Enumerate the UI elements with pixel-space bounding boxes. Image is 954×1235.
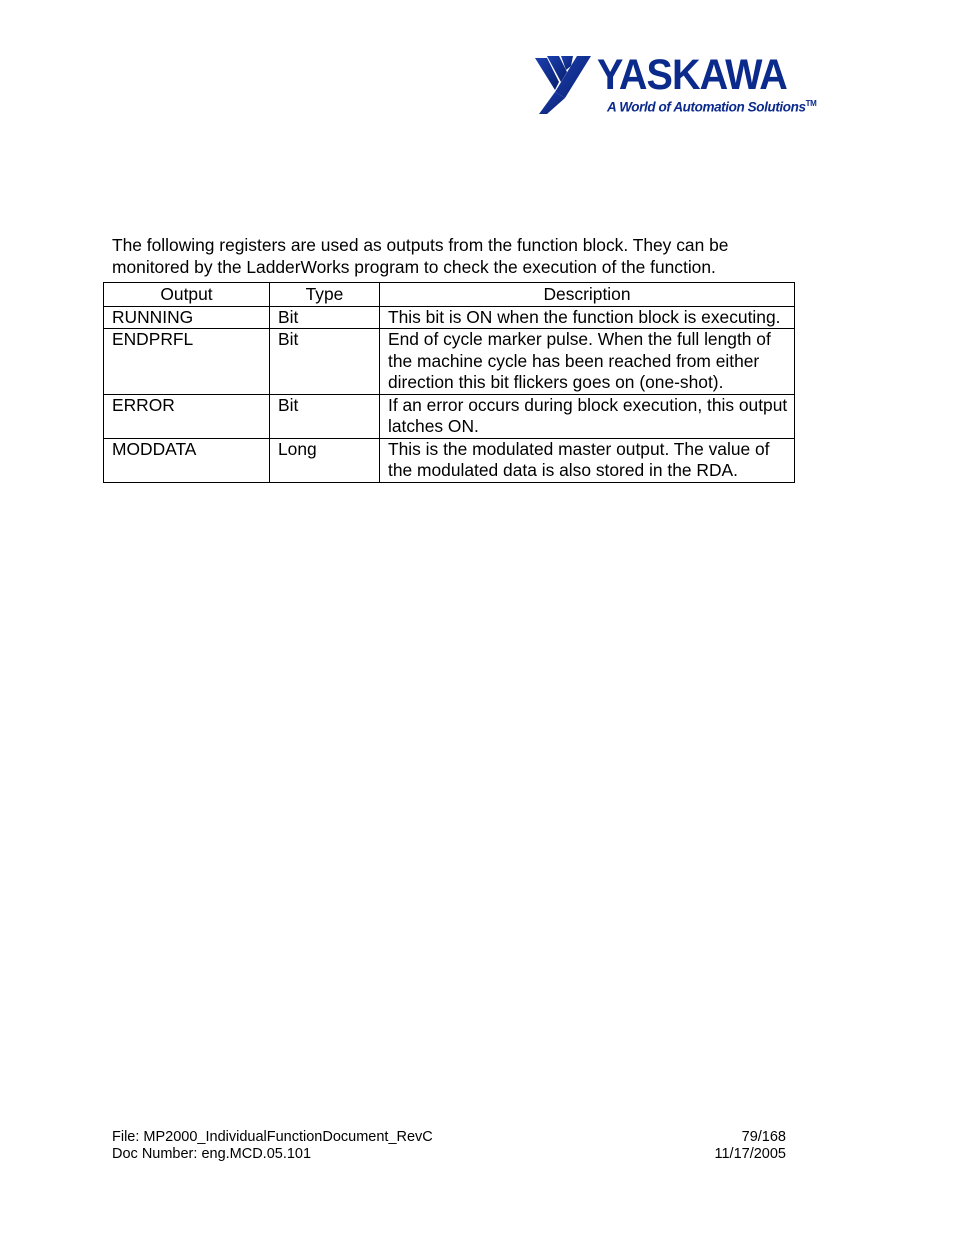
footer-file: File: MP2000_IndividualFunctionDocument_RevC xyxy=(112,1129,433,1145)
intro-paragraph: The following registers are used as outputs from the function block. They can be monitored by the LadderWorks program to check the execution of the function. xyxy=(112,235,729,277)
cell-output: ERROR xyxy=(104,394,270,438)
footer-doc-number: Doc Number: eng.MCD.05.101 xyxy=(112,1146,312,1162)
cell-description: This bit is ON when the function block is executing. xyxy=(380,306,795,329)
table-row xyxy=(104,394,795,438)
yaskawa-emblem-icon xyxy=(533,54,597,116)
cell-type: Bit xyxy=(270,306,380,329)
footer-page-number: 79/168 xyxy=(741,1129,786,1145)
outputs-table xyxy=(103,282,795,483)
page-footer xyxy=(112,1129,786,1163)
footer-date: 11/17/2005 xyxy=(714,1146,786,1162)
table-row xyxy=(104,438,795,482)
cell-type: Bit xyxy=(270,394,380,438)
cell-output: MODDATA xyxy=(104,438,270,482)
yaskawa-logo xyxy=(533,52,823,118)
cell-description: This is the modulated master output. The value of the modulated data is also stored in the RDA. xyxy=(380,438,795,482)
cell-description: End of cycle marker pulse. When the full length of the machine cycle has been reached from either direction this bit flickers goes on (one-shot). xyxy=(380,329,795,395)
logo-wordmark: YASKAWA xyxy=(597,51,787,99)
cell-output: RUNNING xyxy=(104,306,270,329)
table-header-row xyxy=(104,283,795,307)
table-row xyxy=(104,306,795,329)
cell-type: Long xyxy=(270,438,380,482)
header-output: Output xyxy=(104,283,270,307)
table-row xyxy=(104,329,795,395)
cell-description: If an error occurs during block execution, this output latches ON. xyxy=(380,394,795,438)
cell-output: ENDPRFL xyxy=(104,329,270,395)
header-description: Description xyxy=(380,283,795,307)
logo-tagline: A World of Automation Solutions™ xyxy=(607,99,817,115)
cell-type: Bit xyxy=(270,329,380,395)
header-type: Type xyxy=(270,283,380,307)
trademark-mark: TM xyxy=(805,99,817,108)
